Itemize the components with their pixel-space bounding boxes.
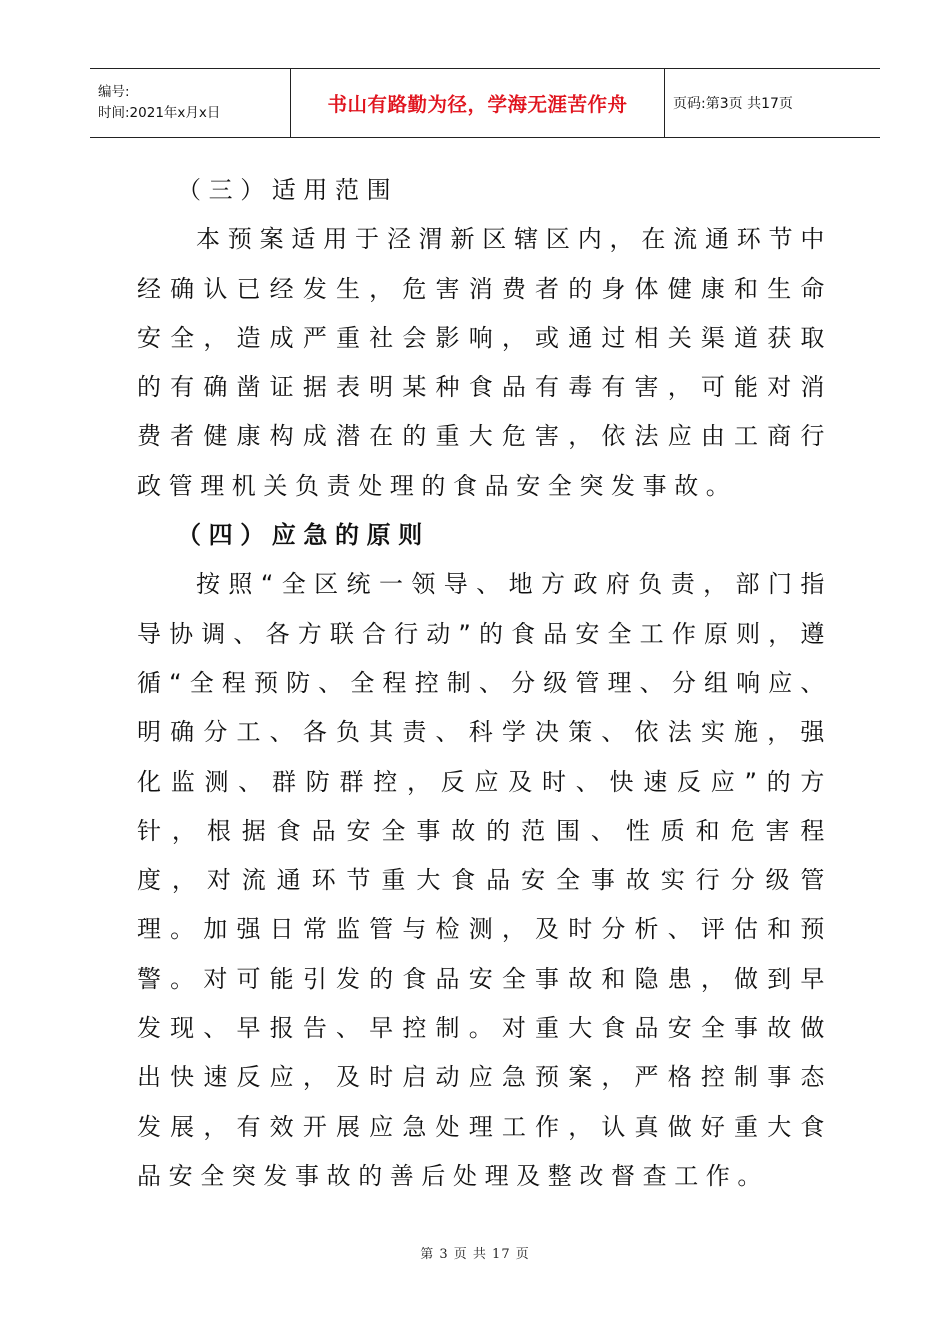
section-3-paragraph: 本预案适用于泾渭新区辖区内，在流通环节中经确认已经发生，危害消费者的身体健康和生命安全，造成严重社会影响，或通过相关渠道获取的有确凿证据表明某种食品有毒有害，可能对消费者健康构成潜在的重大危害，依法应由工商行政管理机关负责处理的食品安全突发事故。	[137, 225, 832, 500]
header-meta	[90, 69, 290, 137]
section-3-heading: （三）适用范围	[177, 176, 399, 204]
header-motto: 书山有路勤为径，学海无涯苦作舟	[290, 69, 665, 137]
section-4-paragraph: 按照“全区统一领导、地方政府负责，部门指导协调、各方联合行动”的食品安全工作原则，遵循“全程预防、全程控制、分级管理、分组响应、明确分工、各负其责、科学决策、依法实施，强化监测、群防群控，反应及时、快速反应”的方针，根据食品安全事故的范围、性质和危害程度，对流通环节重大食品安全事故实行分级管理。加强日常监管与检测，及时分析、评估和预警。对可能引发的食品安全事故和隐患，做到早发现、早报告、早控制。对重大食品安全事故做出快速反应，及时启动应急预案，严格控制事态发展，有效开展应急处理工作，认真做好重大食品安全突发事故的善后处理及整改督查工作。	[137, 570, 832, 1190]
page-footer: 第 3 页 共 17 页	[420, 1247, 530, 1262]
document-number-label: 编号:	[98, 84, 130, 100]
document-body	[137, 166, 832, 1201]
section-4-heading: （四）应急的原则	[177, 521, 430, 550]
document-time-label: 时间:2021年x月x日	[98, 105, 221, 121]
page-header	[90, 68, 880, 138]
header-page-info: 页码:第3页 共17页	[673, 96, 793, 112]
